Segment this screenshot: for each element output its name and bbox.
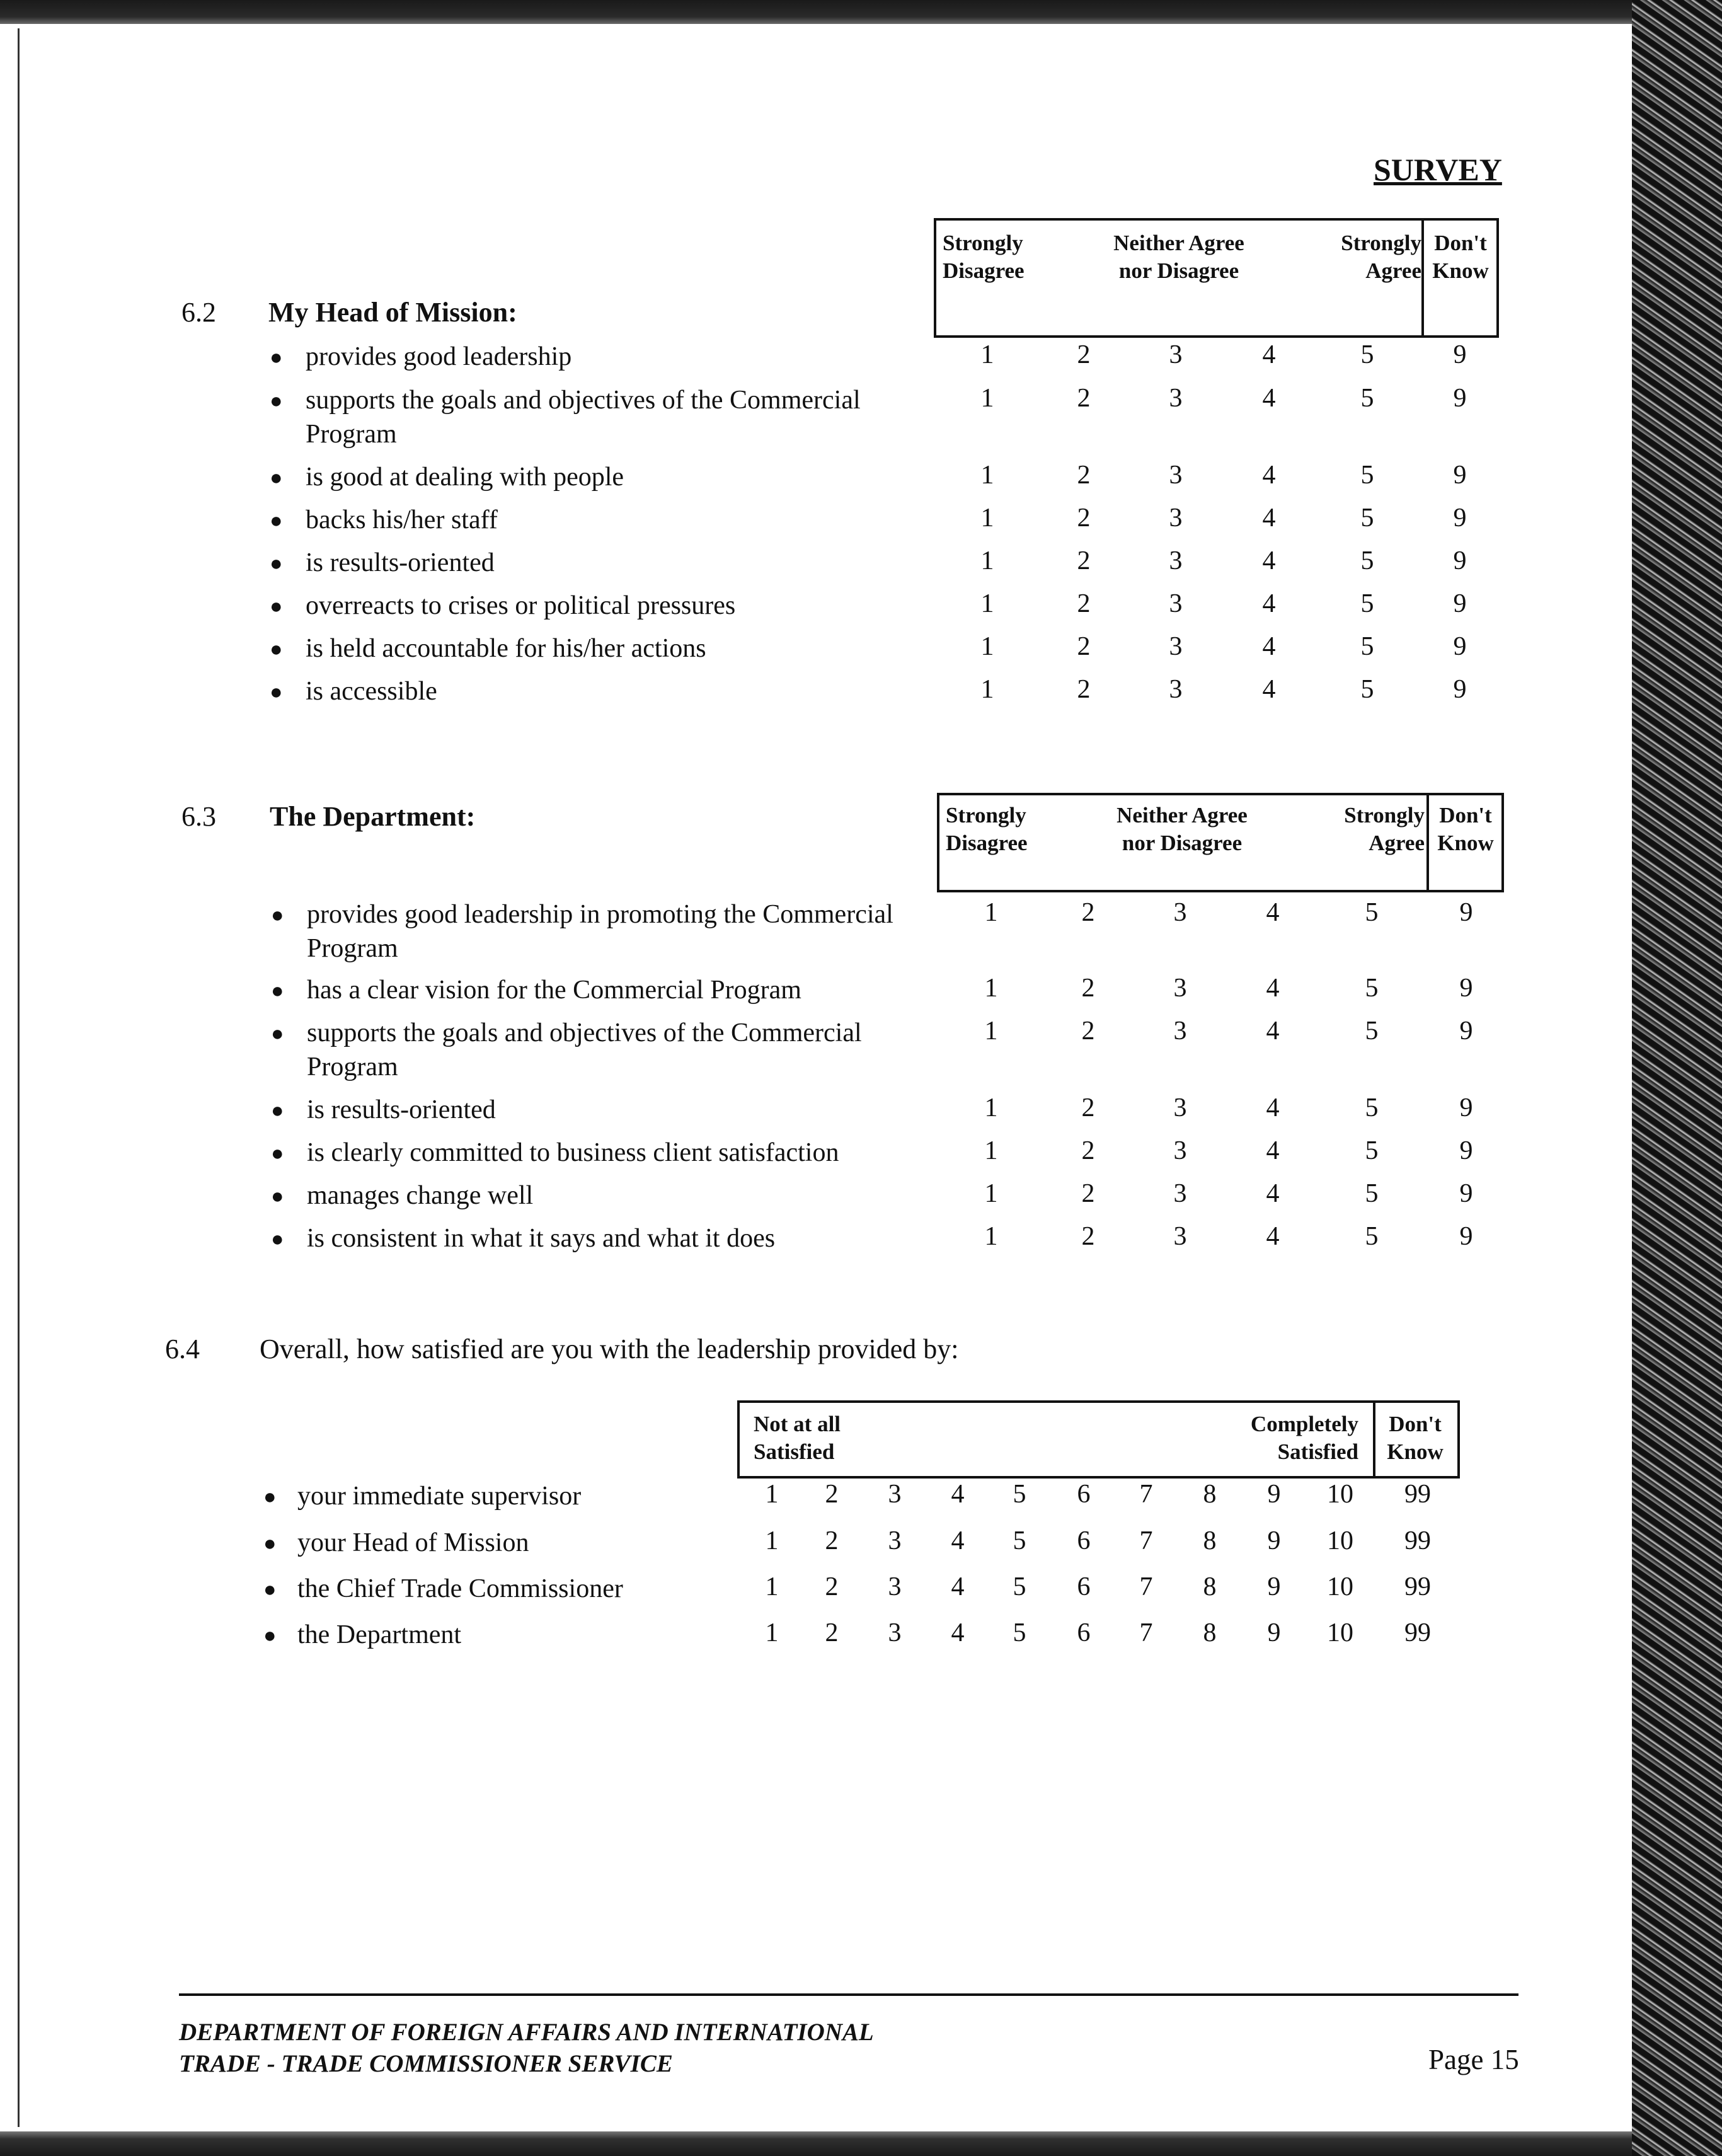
scale-option: 4 [1266, 1222, 1280, 1251]
scale-option: 5 [1365, 1017, 1379, 1046]
item-label: has a clear vision for the Commercial Program [307, 976, 801, 1005]
scale-option: 3 [888, 1526, 902, 1555]
scale-option: 4 [951, 1618, 965, 1647]
item-label: the Chief Trade Commissioner [297, 1574, 623, 1603]
scale-option: 3 [888, 1572, 902, 1601]
item-label: overreacts to crises or political pressures [306, 591, 736, 620]
bullet-icon: ● [271, 1142, 284, 1165]
bullet-icon: ● [271, 1022, 284, 1046]
scale-option: 1 [980, 340, 994, 369]
scale-dont-know: Don't Know [1437, 803, 1494, 855]
scale-option: 3 [1169, 632, 1183, 661]
scale-option: 9 [1453, 384, 1467, 413]
scale-dont-know: Don't Know [1387, 1412, 1444, 1464]
item-label: provides good leadership in promoting the Commercial Program [307, 900, 893, 963]
item-label: backs his/her staff [306, 505, 498, 534]
bullet-icon: ● [270, 509, 283, 533]
scale-option: 3 [888, 1480, 902, 1509]
bullet-icon: ● [270, 595, 283, 618]
scale-option: 99 [1404, 1572, 1431, 1601]
scale-option: 2 [1081, 898, 1095, 927]
footer-department [179, 2017, 874, 2080]
footer-rule [179, 1993, 1518, 1996]
scale-option: 2 [1081, 974, 1095, 1003]
scale-option: 5 [1013, 1572, 1026, 1601]
scale-option: 9 [1453, 675, 1467, 704]
bullet-icon: ● [270, 346, 283, 369]
scale-option: 1 [984, 1136, 998, 1165]
section-number: 6.4 [165, 1334, 200, 1364]
scale-option: 9 [1453, 504, 1467, 533]
bullet-icon: ● [271, 979, 284, 1003]
scale-option: 8 [1203, 1572, 1217, 1601]
scale-option: 4 [1266, 1093, 1280, 1122]
scan-border-right [1632, 0, 1722, 2156]
scale-option: 6 [1077, 1572, 1091, 1601]
scale-strongly-disagree: Strongly Disagree [943, 231, 1025, 283]
scale-option: 3 [1169, 504, 1183, 533]
scale-option: 2 [1077, 504, 1091, 533]
section-title: The Department: [270, 801, 476, 832]
scale-option: 4 [1262, 546, 1276, 575]
scale-option: 2 [1077, 589, 1091, 618]
scale-option: 7 [1139, 1618, 1153, 1647]
scale-option: 5 [1360, 384, 1374, 413]
bullet-icon: ● [270, 638, 283, 661]
scale-option: 9 [1459, 1179, 1473, 1208]
scale-option: 2 [1081, 1136, 1095, 1165]
footer-dept-line2: TRADE - TRADE COMMISSIONER SERVICE [179, 2050, 673, 2077]
scale-option: 1 [765, 1480, 779, 1509]
scale-not-at-all: Not at all Satisfied [754, 1412, 841, 1464]
scale-neither: Neither Agree nor Disagree [1116, 803, 1248, 855]
scale-dont-know: Don't Know [1432, 231, 1489, 283]
item-label: your Head of Mission [297, 1528, 529, 1557]
scan-border-bottom [0, 2131, 1722, 2156]
scale-option: 5 [1365, 898, 1379, 927]
scale-option: 9 [1459, 1093, 1473, 1122]
scale-option: 5 [1365, 1222, 1379, 1251]
scale-option: 9 [1267, 1480, 1281, 1509]
item-label: is held accountable for his/her actions [306, 634, 706, 663]
item-label: is results-oriented [306, 548, 495, 577]
scale-strongly-agree: Strongly Agree [1341, 231, 1421, 283]
scale-option: 4 [1266, 1017, 1280, 1046]
item-label: your immediate supervisor [297, 1482, 582, 1511]
scale-header-6-2 [934, 218, 1499, 338]
scale-divider [1426, 795, 1429, 890]
scale-option: 7 [1139, 1526, 1153, 1555]
scale-option: 1 [984, 1179, 998, 1208]
scale-option: 4 [1262, 504, 1276, 533]
scale-option: 5 [1360, 461, 1374, 490]
scale-option: 3 [1169, 384, 1183, 413]
scale-option: 1 [765, 1526, 779, 1555]
scale-option: 3 [1169, 546, 1183, 575]
scale-option: 9 [1267, 1526, 1281, 1555]
scale-option: 2 [1077, 384, 1091, 413]
scale-option: 6 [1077, 1618, 1091, 1647]
scale-option: 1 [980, 461, 994, 490]
scale-option: 5 [1360, 675, 1374, 704]
scale-option: 2 [1081, 1093, 1095, 1122]
scale-option: 3 [1169, 589, 1183, 618]
scale-option: 5 [1360, 589, 1374, 618]
bullet-icon: ● [263, 1624, 277, 1647]
section-number: 6.2 [181, 297, 216, 328]
footer-dept-line1: DEPARTMENT OF FOREIGN AFFAIRS AND INTERNATIONAL [179, 2019, 874, 2046]
scale-option: 5 [1360, 546, 1374, 575]
bullet-icon: ● [263, 1578, 277, 1601]
scale-completely: Completely Satisfied [1250, 1412, 1358, 1464]
bullet-icon: ● [270, 389, 283, 413]
scale-option: 5 [1365, 1093, 1379, 1122]
section-question: Overall, how satisfied are you with the leadership provided by: [260, 1334, 959, 1364]
scale-option: 10 [1327, 1618, 1353, 1647]
bullet-icon: ● [271, 1099, 284, 1122]
scale-option: 4 [1262, 632, 1276, 661]
scale-strongly-disagree: Strongly Disagree [946, 803, 1028, 855]
scale-option: 2 [1077, 340, 1091, 369]
scale-option: 8 [1203, 1618, 1217, 1647]
scale-option: 5 [1013, 1526, 1026, 1555]
scale-option: 4 [1266, 1179, 1280, 1208]
scale-option: 3 [888, 1618, 902, 1647]
scale-option: 5 [1013, 1618, 1026, 1647]
bullet-icon: ● [270, 552, 283, 575]
scale-option: 9 [1459, 974, 1473, 1003]
scale-option: 5 [1360, 504, 1374, 533]
scale-option: 1 [984, 898, 998, 927]
item-label: is results-oriented [307, 1095, 496, 1124]
scale-option: 4 [1266, 974, 1280, 1003]
scale-option: 9 [1459, 1136, 1473, 1165]
scale-option: 1 [980, 589, 994, 618]
scale-option: 9 [1459, 1222, 1473, 1251]
scale-option: 2 [1077, 675, 1091, 704]
item-label: is consistent in what it says and what it does [307, 1224, 776, 1253]
bullet-icon: ● [263, 1532, 277, 1555]
scale-option: 3 [1169, 340, 1183, 369]
scale-option: 99 [1404, 1618, 1431, 1647]
page-number: Page 15 [1428, 2044, 1519, 2075]
scale-option: 1 [980, 504, 994, 533]
bullet-icon: ● [271, 904, 284, 927]
scale-option: 3 [1173, 1136, 1187, 1165]
scale-header-6-3 [937, 793, 1504, 892]
scale-option: 8 [1203, 1526, 1217, 1555]
scale-divider [1373, 1403, 1375, 1476]
scale-option: 2 [825, 1480, 839, 1509]
scale-option: 1 [980, 675, 994, 704]
item-label: the Department [297, 1620, 462, 1649]
scale-option: 5 [1365, 1179, 1379, 1208]
scale-option: 2 [1077, 546, 1091, 575]
scale-option: 99 [1404, 1480, 1431, 1509]
scale-option: 1 [984, 974, 998, 1003]
item-label: supports the goals and objectives of the Commercial Program [306, 386, 861, 449]
scale-option: 10 [1327, 1480, 1353, 1509]
scale-option: 5 [1013, 1480, 1026, 1509]
scale-option: 5 [1365, 974, 1379, 1003]
scale-option: 9 [1267, 1572, 1281, 1601]
item-label: is accessible [306, 677, 437, 706]
scale-option: 1 [980, 632, 994, 661]
bullet-icon: ● [271, 1185, 284, 1208]
scale-option: 1 [980, 384, 994, 413]
scale-option: 2 [1081, 1017, 1095, 1046]
scale-option: 4 [1262, 340, 1276, 369]
scale-option: 2 [1081, 1222, 1095, 1251]
scale-option: 2 [1077, 632, 1091, 661]
scale-option: 9 [1459, 898, 1473, 927]
scale-option: 10 [1327, 1526, 1353, 1555]
scale-option: 6 [1077, 1526, 1091, 1555]
scale-option: 4 [1262, 675, 1276, 704]
section-title: My Head of Mission: [268, 297, 517, 328]
scale-option: 3 [1173, 1222, 1187, 1251]
scale-option: 1 [984, 1222, 998, 1251]
scan-border-top [0, 0, 1722, 24]
scale-strongly-agree: Strongly Agree [1344, 803, 1425, 855]
scale-neither: Neither Agree nor Disagree [1113, 231, 1244, 283]
scale-option: 4 [1262, 589, 1276, 618]
scale-option: 9 [1453, 589, 1467, 618]
scale-option: 10 [1327, 1572, 1353, 1601]
scale-option: 9 [1453, 632, 1467, 661]
scale-option: 2 [1077, 461, 1091, 490]
bullet-icon: ● [263, 1485, 277, 1509]
scale-option: 3 [1169, 461, 1183, 490]
scale-option: 3 [1173, 898, 1187, 927]
item-label: is clearly committed to business client satisfaction [307, 1138, 839, 1167]
section-number: 6.3 [181, 801, 216, 832]
scale-option: 7 [1139, 1480, 1153, 1509]
scale-option: 2 [1081, 1179, 1095, 1208]
scale-option: 9 [1459, 1017, 1473, 1046]
item-label: manages change well [307, 1181, 534, 1210]
scale-option: 4 [1262, 461, 1276, 490]
scale-option: 2 [825, 1618, 839, 1647]
scale-divider [1421, 221, 1424, 335]
item-label: is good at dealing with people [306, 463, 624, 492]
item-label: supports the goals and objectives of the Commercial Program [307, 1018, 862, 1081]
scale-option: 1 [984, 1093, 998, 1122]
scale-option: 99 [1404, 1526, 1431, 1555]
scale-option: 1 [765, 1572, 779, 1601]
scale-option: 2 [825, 1526, 839, 1555]
scale-option: 3 [1173, 1179, 1187, 1208]
scale-option: 5 [1365, 1136, 1379, 1165]
scale-option: 3 [1173, 974, 1187, 1003]
scale-option: 3 [1173, 1093, 1187, 1122]
scan-edge-left [18, 28, 20, 2127]
bullet-icon: ● [271, 1228, 284, 1251]
scale-option: 4 [1266, 1136, 1280, 1165]
item-label: provides good leadership [306, 342, 572, 371]
scale-option: 4 [951, 1480, 965, 1509]
scale-option: 1 [984, 1017, 998, 1046]
scale-header-6-4 [737, 1400, 1460, 1479]
scale-option: 9 [1453, 461, 1467, 490]
bullet-icon: ● [270, 466, 283, 490]
scale-option: 1 [980, 546, 994, 575]
scale-option: 6 [1077, 1480, 1091, 1509]
bullet-icon: ● [270, 681, 283, 704]
scale-option: 7 [1139, 1572, 1153, 1601]
scale-option: 3 [1173, 1017, 1187, 1046]
scale-option: 9 [1267, 1618, 1281, 1647]
scale-option: 4 [951, 1572, 965, 1601]
scale-option: 8 [1203, 1480, 1217, 1509]
scale-option: 9 [1453, 546, 1467, 575]
scale-option: 5 [1360, 632, 1374, 661]
scale-option: 3 [1169, 675, 1183, 704]
scale-option: 2 [825, 1572, 839, 1601]
scale-option: 4 [1262, 384, 1276, 413]
scale-option: 1 [765, 1618, 779, 1647]
survey-label: SURVEY [1374, 152, 1502, 187]
scale-option: 5 [1360, 340, 1374, 369]
scale-option: 4 [1266, 898, 1280, 927]
scale-option: 4 [951, 1526, 965, 1555]
scale-option: 9 [1453, 340, 1467, 369]
